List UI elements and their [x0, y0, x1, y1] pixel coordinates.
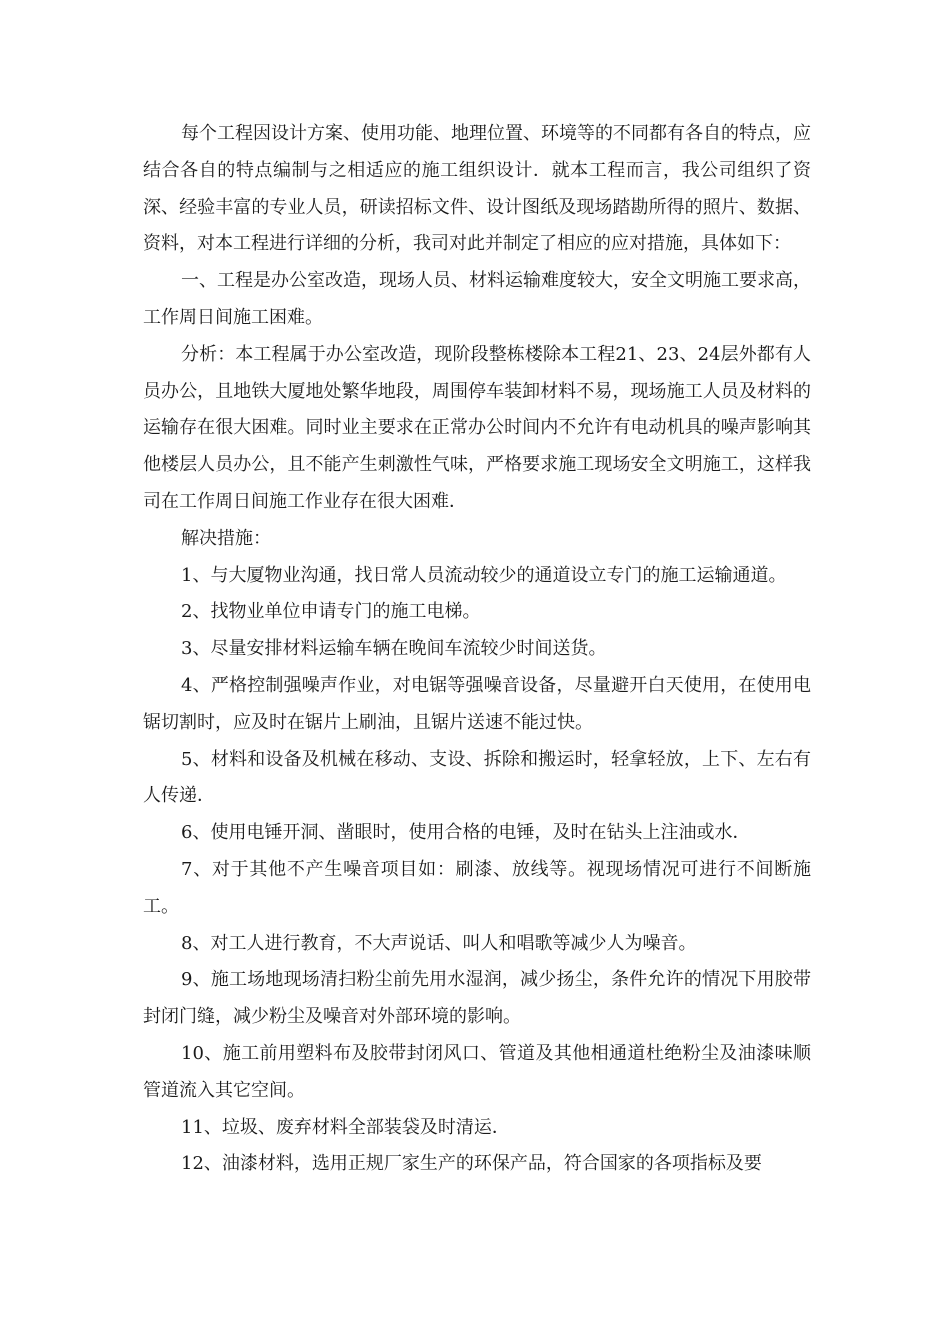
- measure-5: 5、材料和设备及机械在移动、支设、拆除和搬运时，轻拿轻放，上下、左右有人传递．: [143, 748, 811, 807]
- analysis-paragraph: 分析：本工程属于办公室改造，现阶段整栋楼除本工程21、23、24层外都有人员办公，且地铁大厦地处繁华地段，周围停车装卸材料不易，现场施工人员及材料的运输存在很大困难。同时业主要求在正常办公时间内不允许有电动机具的噪声影响其他楼层人员办公，且不能产生刺激性气味，严格要求施工现场安全文明施工，这样我司在工作周日间施工作业存在很大困难．: [143, 343, 811, 512]
- measure-9: 9、施工场地现场清扫粉尘前先用水湿润，减少扬尘，条件允许的情况下用胶带封闭门缝，减少粉尘及噪音对外部环境的影响。: [143, 969, 811, 1028]
- solutions-heading: 解决措施：: [181, 527, 271, 549]
- measure-8: 8、对工人进行教育，不大声说话、叫人和唱歌等减少人为噪音。: [181, 932, 697, 954]
- issue-one-paragraph: 一、工程是办公室改造，现场人员、材料运输难度较大，安全文明施工要求高，工作周日间施工困难。: [143, 270, 811, 328]
- measure-12: 12、油漆材料，选用正规厂家生产的环保产品，符合国家的各项指标及要: [181, 1153, 762, 1175]
- measure-11: 11、垃圾、废弃材料全部装袋及时清运．: [181, 1116, 510, 1138]
- measure-4: 4、严格控制强噪声作业，对电锯等强噪音设备，尽量避开白天使用，在使用电锯切割时，应及时在锯片上刷油，且锯片送速不能过快。: [143, 674, 811, 733]
- measure-10: 10、施工前用塑料布及胶带封闭风口、管道及其他相通道杜绝粉尘及油漆味顺管道流入其它空间。: [143, 1042, 811, 1101]
- measure-6: 6、使用电锤开洞、凿眼时，使用合格的电锤，及时在钻头上注油或水．: [181, 822, 751, 844]
- document-body: [143, 116, 811, 1183]
- intro-paragraph: 每个工程因设计方案、使用功能、地理位置、环境等的不同都有各自的特点，应结合各自的特点编制与之相适应的施工组织设计．就本工程而言，我公司组织了资深、经验丰富的专业人员，研读招标文件、设计图纸及现场踏勘所得的照片、数据、资料，对本工程进行详细的分析，我司对此并制定了相应的应对措施，具体如下：: [143, 123, 811, 255]
- measure-7: 7、对于其他不产生噪音项目如：刷漆、放线等。视现场情况可进行不间断施工。: [143, 858, 811, 917]
- measure-2: 2、找物业单位申请专门的施工电梯。: [181, 601, 481, 623]
- measure-1: 1、与大厦物业沟通，找日常人员流动较少的通道设立专门的施工运输通道。: [181, 564, 787, 586]
- measure-3: 3、尽量安排材料运输车辆在晚间车流较少时间送货。: [181, 638, 607, 660]
